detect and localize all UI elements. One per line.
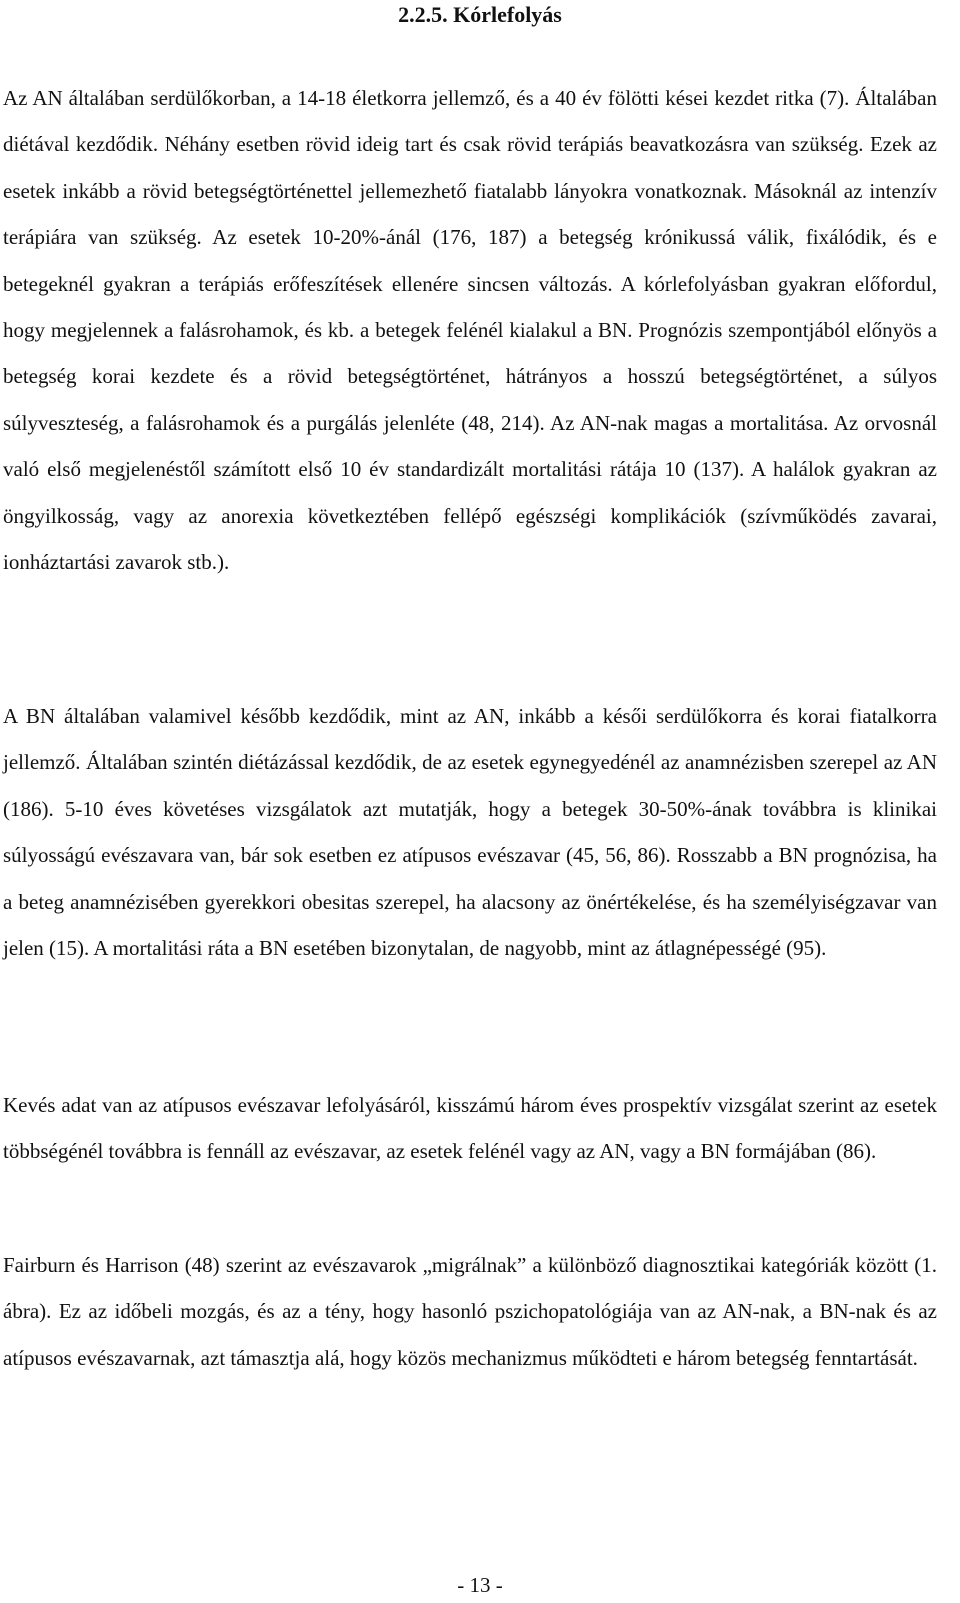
section-heading: 2.2.5. Kórlefolyás (398, 2, 562, 27)
page-number: - 13 - (457, 1573, 503, 1597)
paragraph-an-course: Az AN általában serdülőkorban, a 14-18 életkorra jellemző, és a 40 év fölötti kései kezdet ritka (7). Általában diétával kezdődik. Néhány esetben rövid ideig tart és csak rövid terápiás beavatkozásra van szükség. Ezek az esetek inkább a rövid betegségtörténettel jellemezhető fiatalabb lányokra vonatkoznak. Másoknál az intenzív terápiára van szükség. Az esetek 10-20%-ánál (176, 187) a betegség krónikussá válik, fixálódik, és e betegeknél gyakran a terápiás erőfeszítések ellenére sincsen változás. A kórlefolyásban gyakran előfordul, hogy megjelennek a falásrohamok, és kb. a betegek felénél kialakul a BN. Prognózis szempontjából előnyös a betegség korai kezdete és a rövid betegségtörténet, hátrányos a hosszú betegségtörténet, a súlyos súlyveszteség, a falásrohamok és a purgálás jelenléte (48, 214). Az AN-nak magas a mortalitása. Az orvosnál való első megjelenéstől számított első 10 év standardizált mortalitási rátája 10 (137). A halálok gyakran az öngyilkosság, vagy az anorexia következtében fellépő egészségi komplikációk (szívműködés zavarai, ionháztartási zavarok stb.). (3, 86, 937, 575)
paragraph-migration: Fairburn és Harrison (48) szerint az evészavarok „migrálnak” a különböző diagnosztikai kategóriák között (1. ábra). Ez az időbeli mozgás, és az a tény, hogy hasonló pszichopatológiája van az AN-nak, a BN-nak és az atípusos evészavarnak, azt támasztja alá, hogy közös mechanizmus működteti e három betegség fenntartását. (3, 1253, 937, 1370)
paragraph-bn-course: A BN általában valamivel később kezdődik, mint az AN, inkább a késői serdülőkorra és korai fiatalkorra jellemző. Általában szintén diétázással kezdődik, de az esetek egynegyedénél az anamnézisben szerepel az AN (186). 5-10 éves követéses vizsgálatok azt mutatják, hogy a betegek 30-50%-ának továbbra is klinikai súlyosságú evészavara van, bár sok esetben ez atípusos evészavar (45, 56, 86). Rosszabb a BN prognózisa, ha a beteg anamnézisében gyerekkori obesitas szerepel, ha alacsony az önértékelése, és ha személyiségzavar van jelen (15). A mortalitási ráta a BN esetében bizonytalan, de nagyobb, mint az átlagnépességé (95). (3, 704, 937, 961)
paragraph-atypical-course: Kevés adat van az atípusos evészavar lefolyásáról, kisszámú három éves prospektív vizsgálat szerint az esetek többségénél továbbra is fennáll az evészavar, az esetek felénél vagy az AN, vagy a BN formájában (86). (3, 1093, 937, 1164)
